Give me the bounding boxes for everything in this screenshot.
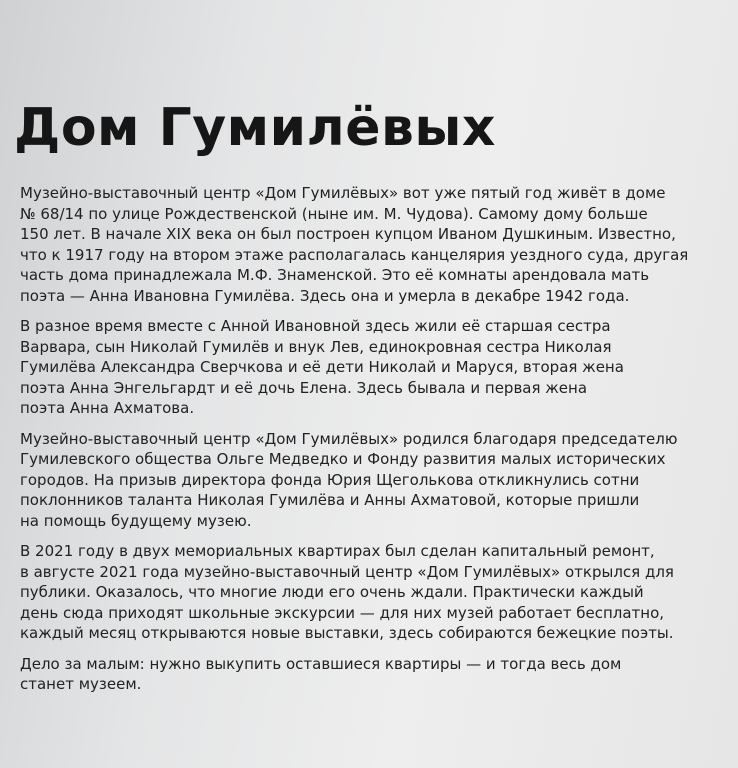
text-line: поклонников таланта Николая Гумилёва и Анны Ахматовой, которые пришли bbox=[20, 491, 640, 509]
text-line: станет музеем. bbox=[20, 675, 142, 693]
text-line: в августе 2021 года музейно-выставочный центр «Дом Гумилёвых» открылся для bbox=[20, 562, 674, 581]
text-line: Гумилевского общества Ольге Медведко и Фонду развития малых исторических bbox=[20, 450, 666, 468]
text-line: каждый месяц открываются новые выставки, здесь собираются бежецкие поэты. bbox=[20, 624, 674, 642]
text-line: Музейно-выставочный центр «Дом Гумилёвых» вот уже пятый год живёт в доме bbox=[20, 184, 666, 202]
text-line: Музейно-выставочный центр «Дом Гумилёвых» родился благодаря председателю bbox=[20, 429, 678, 448]
text-line: на помощь будущему музею. bbox=[20, 511, 252, 530]
paragraph-3 bbox=[20, 429, 736, 532]
paragraph-1 bbox=[20, 183, 736, 306]
text-line: публики. Оказалось, что многие люди его очень ждали. Практически каждый bbox=[20, 583, 644, 601]
text-body bbox=[20, 183, 736, 705]
text-line: Гумилёва Александра Сверчкова и её дети Николай и Маруся, вторая жена bbox=[20, 358, 624, 376]
text-line: В 2021 году в двух мемориальных квартирах был сделан капитальный ремонт, bbox=[20, 542, 655, 560]
text-line: Дело за малым: нужно выкупить оставшиеся квартиры — и тогда весь дом bbox=[20, 654, 622, 673]
paragraph-2 bbox=[20, 316, 736, 419]
text-line: В разное время вместе с Анной Ивановной здесь жили её старшая сестра bbox=[20, 317, 611, 335]
text-line: поэта — Анна Ивановна Гумилёва. Здесь она и умерла в декабре 1942 года. bbox=[20, 286, 630, 305]
text-line: поэта Анна Ахматова. bbox=[20, 399, 195, 417]
text-line: поэта Анна Энгельгардт и её дочь Елена. Здесь бывала и первая жена bbox=[20, 378, 588, 397]
text-line: 150 лет. В начале XIX века он был построен купцом Иваном Душкиным. Известно, bbox=[20, 225, 676, 243]
text-line: Варвара, сын Николай Гумилёв и внук Лев, единокровная сестра Николая bbox=[20, 337, 612, 356]
text-line: день сюда приходят школьные экскурсии — для них музей работает бесплатно, bbox=[20, 603, 665, 622]
text-line: что к 1917 году на втором этаже располагалась канцелярия уездного суда, другая bbox=[20, 245, 689, 264]
text-line: № 68/14 по улице Рождественской (ныне им. М. Чудова). Самому дому больше bbox=[20, 204, 648, 223]
paragraph-5 bbox=[20, 654, 736, 695]
text-line: городов. На призыв директора фонда Юрия Щеголькова откликнулись сотни bbox=[20, 470, 640, 489]
page-title: Дом Гумилёвых bbox=[14, 98, 496, 158]
text-line: часть дома принадлежала М.Ф. Знаменской. Это её комнаты арендовала мать bbox=[20, 266, 650, 284]
paragraph-4 bbox=[20, 541, 736, 644]
